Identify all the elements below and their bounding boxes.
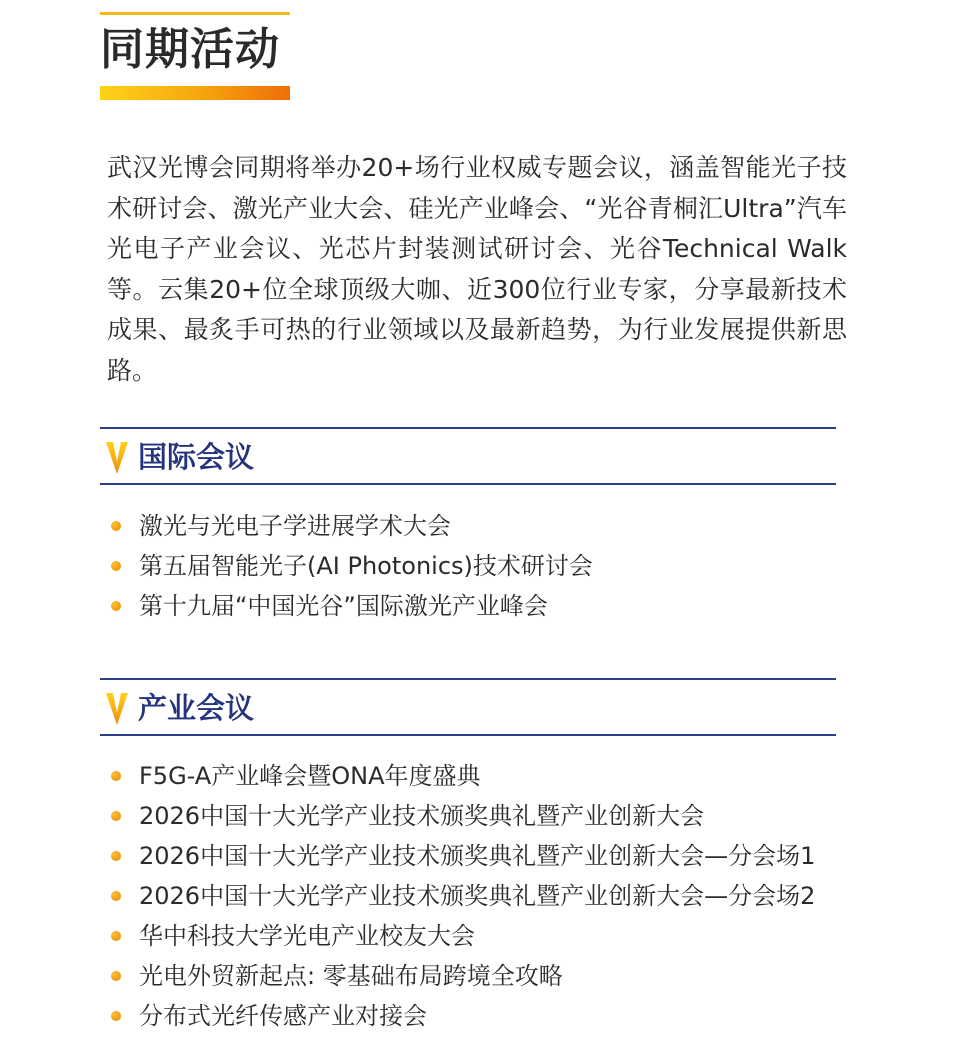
list-item-label: 2026中国十大光学产业技术颁奖典礼暨产业创新大会 [139, 802, 705, 830]
chevron-down-icon [106, 693, 128, 725]
list-item-label: 2026中国十大光学产业技术颁奖典礼暨产业创新大会—分会场1 [139, 842, 816, 870]
industry-conference-list [110, 756, 815, 1036]
chevron-down-icon [106, 442, 128, 474]
list-item [110, 876, 815, 916]
intro-paragraph: 武汉光博会同期将举办20+场行业权威专题会议，涵盖智能光子技术研讨会、激光产业大会、硅光产业峰会、“光谷青桐汇Ultra”汽车光电子产业会议、光芯片封装测试研讨会、光谷Technical Walk等。云集20+位全球顶级大咖、近300位行业专家，分享最新技术成果、最炙手可热的行业领域以及最新趋势，为行业发展提供新思路。 [107, 153, 847, 385]
bullet-dot-icon [111, 601, 121, 611]
list-item-label: 激光与光电子学进展学术大会 [139, 512, 451, 540]
section-title-international: 国际会议 [138, 440, 255, 474]
list-item-label: 2026中国十大光学产业技术颁奖典礼暨产业创新大会—分会场2 [139, 882, 816, 910]
international-conference-list [110, 506, 593, 626]
list-item [110, 916, 815, 956]
list-item-label: 分布式光纤传感产业对接会 [139, 1002, 427, 1030]
bullet-dot-icon [111, 771, 121, 781]
list-item [110, 956, 815, 996]
list-item-label: 第五届智能光子(AI Photonics)技术研讨会 [139, 552, 593, 580]
title-top-rule [100, 12, 290, 15]
section-title-industry: 产业会议 [138, 691, 255, 725]
bullet-dot-icon [111, 851, 121, 861]
list-item [110, 506, 593, 546]
section-header-industry [100, 678, 836, 736]
list-item-label: 第十九届“中国光谷”国际激光产业峰会 [139, 592, 548, 620]
list-item [110, 836, 815, 876]
bullet-dot-icon [111, 1011, 121, 1021]
list-item [110, 586, 593, 626]
list-item-label: 华中科技大学光电产业校友大会 [139, 922, 475, 950]
list-item [110, 756, 815, 796]
page-title: 同期活动 [100, 24, 280, 75]
bullet-dot-icon [111, 521, 121, 531]
bullet-dot-icon [111, 931, 121, 941]
list-item [110, 796, 815, 836]
list-item-label: F5G-A产业峰会暨ONA年度盛典 [139, 762, 481, 790]
title-underline-bar [100, 86, 290, 100]
list-item [110, 546, 593, 586]
list-item-label: 光电外贸新起点: 零基础布局跨境全攻略 [139, 962, 563, 990]
bullet-dot-icon [111, 891, 121, 901]
bullet-dot-icon [111, 561, 121, 571]
section-header-international [100, 427, 836, 485]
bullet-dot-icon [111, 811, 121, 821]
bullet-dot-icon [111, 971, 121, 981]
list-item [110, 996, 815, 1036]
